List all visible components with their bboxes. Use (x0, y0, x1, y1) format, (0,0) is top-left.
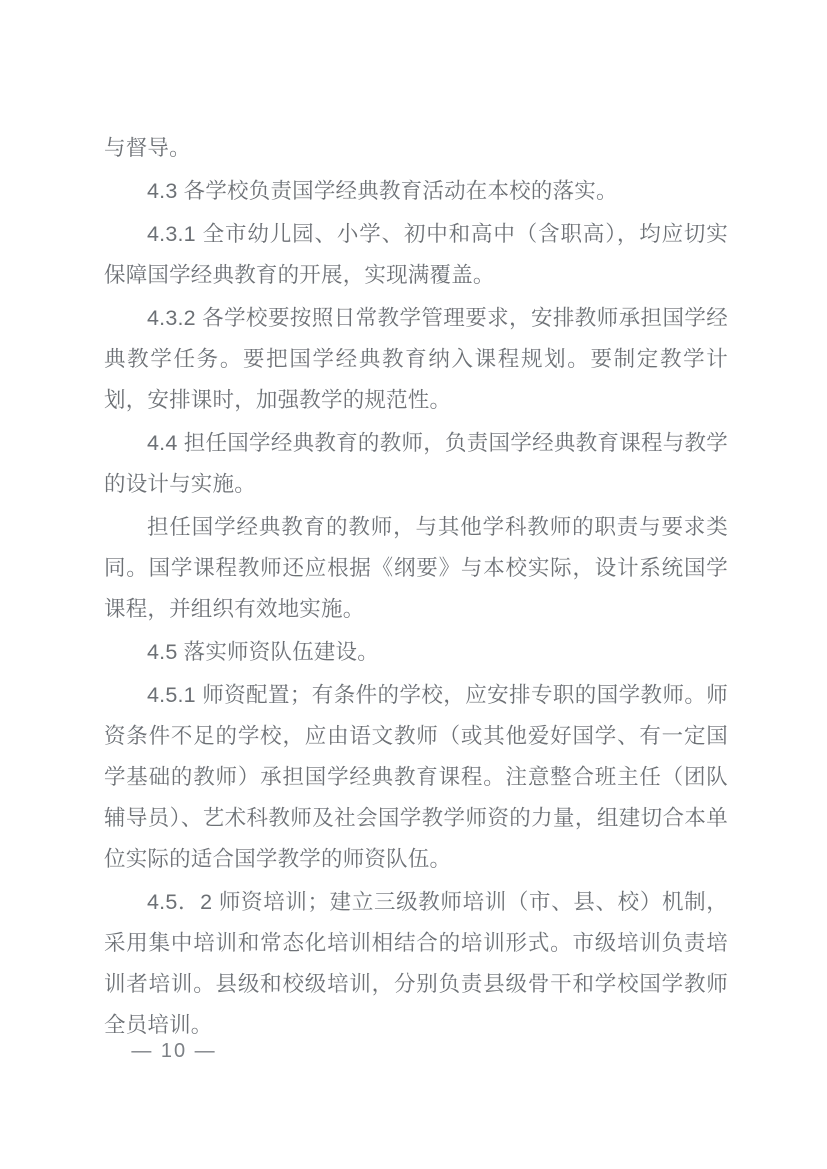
paragraph: 担任国学经典教育的教师，与其他学科教师的职责与要求类同。国学课程教师还应根据《纲要》与本校实际，设计系统国学课程，并组织有效地实施。 (104, 515, 728, 621)
paragraph: 4.3.2 各学校要按照日常教学管理要求，安排教师承担国学经典教学任务。要把国学经典教育纳入课程规划。要制定教学计划，安排课时，加强教学的规范性。 (104, 306, 728, 412)
document-body (104, 128, 728, 1048)
paragraph: 4.3.1 全市幼儿园、小学、初中和高中（含职高），均应切实保障国学经典教育的开展，实现满覆盖。 (104, 222, 728, 287)
page-number: — 10 — (131, 1040, 217, 1062)
paragraph: 4.5．2 师资培训；建立三级教师培训（市、县、校）机制，采用集中培训和常态化培训相结合的培训形式。市级培训负责培训者培训。县级和校级培训，分别负责县级骨干和学校国学教师全员培训。 (104, 890, 728, 1037)
paragraph: 与督导。 (104, 136, 191, 160)
paragraph: 4.5.1 师资配置；有条件的学校，应安排专职的国学教师。师资条件不足的学校，应由语文教师（或其他爱好国学、有一定国学基础的教师）承担国学经典教育课程。注意整合班主任（团队辅导员）、艺术科教师及社会国学教学师资的力量，组建切合本单位实际的适合国学教学的师资队伍。 (104, 683, 728, 871)
paragraph: 4.3 各学校负责国学经典教育活动在本校的落实。 (147, 179, 618, 203)
paragraph: 4.4 担任国学经典教育的教师，负责国学经典教育课程与教学的设计与实施。 (104, 431, 728, 496)
paragraph: 4.5 落实师资队伍建设。 (147, 640, 379, 664)
